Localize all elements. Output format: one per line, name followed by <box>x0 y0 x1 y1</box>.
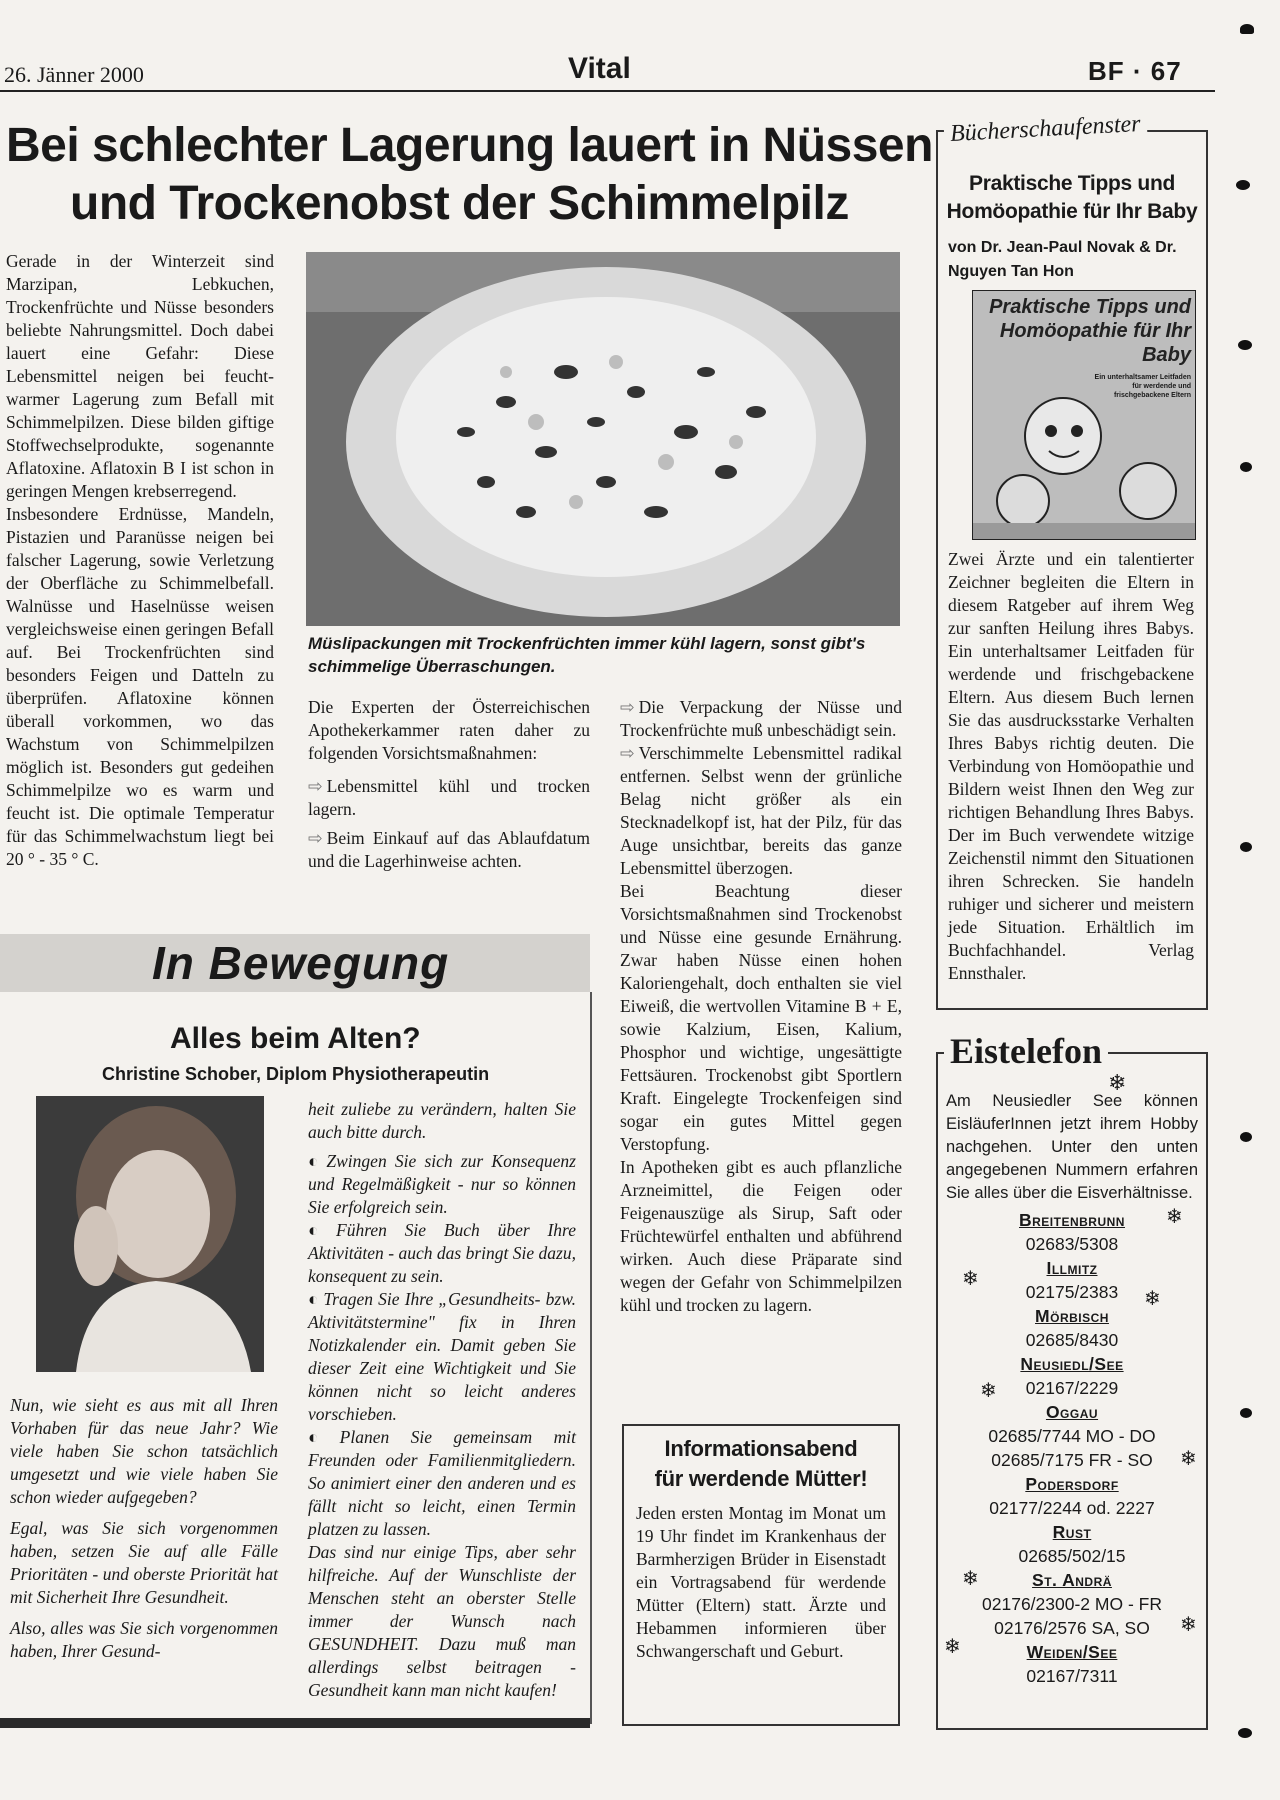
bewegung-banner <box>0 934 590 992</box>
eis-phone: 02685/7175 FR - SO <box>991 1450 1153 1470</box>
binding-mark <box>1240 24 1254 34</box>
article-paragraph: Die Experten der Österreichischen Apothekerkammer raten daher zu folgenden Vorsichtsmaßnahmen: <box>308 697 590 763</box>
eis-place-name: Oggau <box>1045 1402 1099 1422</box>
eis-phone: 02683/5308 <box>1025 1234 1119 1254</box>
bullet-icon: ◐ <box>308 1151 323 1171</box>
arrow-icon: ⇨ <box>620 697 635 717</box>
eis-phone: 02175/2383 <box>1025 1282 1119 1302</box>
snowflake-icon: ❄ <box>962 1568 979 1590</box>
book-cover <box>972 290 1196 540</box>
bullet-icon: ◐ <box>308 1220 332 1240</box>
tip-item: ⇨ Die Verpackung der Nüsse und Trockenfrüchte muß unbeschädigt sein. <box>620 697 902 740</box>
bewegung-author: Christine Schober, Diplom Physiotherapeutin <box>102 1064 490 1084</box>
arrow-icon: ⇨ <box>308 776 323 796</box>
article-column-2 <box>308 696 590 873</box>
eis-phone: 02176/2576 SA, SO <box>994 1618 1150 1638</box>
book-review: Zwei Ärzte und ein talentierter Zeichner begleiten die Eltern in diesem Ratgeber auf ihrem Weg zur sanften Heilung ihres Babys. Ein unterhaltsamer Leitfaden für werdende und frischgebackene Eltern. Aus diesem Buch lernen Sie das ausdrucksstarke Verhalten Ihres Babys richtig deuten. Die Verbindung von Homöopathie und Bildern weist Ihnen den Weg zur richtigen Behandlung Ihres Babys. Der im Buch verwendete witzige Zeichenstil nimmt den Situationen ihren Schrecken. Sie handeln ruhiger und sicherer und meistern jede Situation. Erhältlich im Buchfachhandel. Verlag Ennsthaler. <box>948 549 1194 983</box>
eis-place-name: Podersdorf <box>1025 1474 1119 1494</box>
binding-mark <box>1238 340 1252 350</box>
eis-place-name: Rust <box>1052 1522 1092 1542</box>
eis-phone: 02167/7311 <box>1026 1666 1118 1686</box>
muesli-photo <box>306 252 900 626</box>
info-box <box>622 1424 900 1726</box>
book-cover-subtitle: Ein unterhaltsamer Leitfaden für werdende und frischgebackene Eltern <box>1094 374 1191 399</box>
eis-place-name: St. Andrä <box>1032 1570 1112 1590</box>
tip-item: ⇨ Beim Einkauf auf das Ablaufdatum und die Lagerhinweise achten. <box>308 828 590 871</box>
article-paragraph: Insbesondere Erdnüsse, Mandeln, Pistazien und Paranüsse neigen bei falscher Lagerung, sowie Verletzung der Oberfläche zu Schimmelbefall. Walnüsse und Haselnüsse weisen vergleichsweise einen geringen Befall auf. Bei Trockenfrüchten sind besonders Feigen und Datteln zu überprüfen. Aflatoxine können überall vorkommen, wo das Wachstum von Schimmelpilzen möglich ist. Besonders gut gedeihen Schimmelpilze wo es warm und feucht ist. Die optimale Temperatur für das Schimmelwachstum liegt bei 20 ° - 35 ° C. <box>6 504 274 869</box>
headline-line-2: und Trockenobst der Schimmelpilz <box>70 177 849 230</box>
eis-place-name: Mörbisch <box>1035 1306 1109 1326</box>
eis-phone: 02176/2300-2 MO - FR <box>982 1594 1162 1614</box>
binding-mark <box>1240 1408 1252 1418</box>
eis-title: Eistelefon <box>944 1030 1108 1072</box>
portrait-image <box>36 1096 264 1372</box>
article-paragraph: Gerade in der Winterzeit sind Marzipan, Lebkuchen, Trockenfrüchte und Nüsse besonders beliebte Nahrungsmittel. Doch dabei lauert eine Gefahr: Diese Lebensmittel neigen bei feucht-warmer Lagerung zum Befall mit Schimmelpilzen. Diese bilden giftige Stoffwechselprodukte, sogenannte Aflatoxine. Aflatoxin B I ist schon in geringen Mengen krebserregend. <box>6 251 274 501</box>
article-paragraph: heit zuliebe zu verändern, halten Sie auch bitte durch. <box>308 1099 576 1142</box>
eis-place-name: Weiden/See <box>1026 1642 1118 1662</box>
section-title: Vital <box>568 52 631 85</box>
bewegung-bottom-rule <box>0 1718 590 1728</box>
bullet-item: ◐ Zwingen Sie sich zur Konsequenz und Regelmäßigkeit - nur so können Sie erfolgreich sein. <box>308 1151 576 1217</box>
eis-place-name: Illmitz <box>1046 1258 1098 1278</box>
binding-mark <box>1240 1132 1252 1142</box>
snowflake-icon: ❄ <box>962 1268 979 1290</box>
baby-cartoon-image <box>973 291 1195 539</box>
bullet-icon: ◐ <box>308 1289 320 1309</box>
bewegung-title: Alles beim Alten? <box>170 1022 421 1055</box>
books-label: Bücherschaufenster <box>943 111 1147 149</box>
eis-phone: 02167/2229 <box>1025 1378 1119 1398</box>
article-paragraph: Bei Beachtung dieser Vorsichtsmaßnahmen sind Trockenobst und Nüsse eine gesunde Ernährung. Zwar haben Nüsse einen hohen Kaloriengehalt, doch enthalten sie viel Eiweiß, die wertvollen Vitamine B + E, sowie Kalzium, Eisen, Kalium, Phosphor und wichtige, ungesättigte Fettsäuren. Trockenobst gibt Sportlern Kraft. Eingelegte Trockenfeigen sind sogar ein gutes Mittel gegen Verstopfung. <box>620 881 902 1154</box>
author-portrait <box>36 1096 264 1372</box>
tip-item: ⇨ Lebensmittel kühl und trocken lagern. <box>308 776 590 819</box>
eis-phone: 02685/502/15 <box>1018 1546 1126 1566</box>
book-title: Praktische Tipps und Homöopathie für Ihr Baby <box>946 172 1198 223</box>
info-box-title-1: Informationsabend <box>664 1436 858 1461</box>
snowflake-icon: ❄ <box>944 1636 961 1658</box>
snowflake-icon: ❄ <box>1166 1206 1183 1228</box>
snowflake-icon: ❄ <box>1180 1448 1197 1470</box>
eis-phone: 02685/8430 <box>1025 1330 1119 1350</box>
article-paragraph: Also, alles was Sie sich vorgenommen haben, Ihrer Gesund- <box>10 1618 278 1661</box>
article-paragraph: Das sind nur einige Tips, aber sehr hilfreiche. Auf der Wunschliste der Menschen steht an oberster Stelle immer der Wunsch nach GESUNDHEIT. Dazu muß man allerdings selbst beitragen - Gesundheit kann man nicht kaufen! <box>308 1542 576 1700</box>
eis-place-name: Breitenbrunn <box>1019 1210 1125 1230</box>
book-authors: von Dr. Jean-Paul Novak & Dr. Nguyen Tan Hon <box>948 239 1177 280</box>
snowflake-icon: ❄ <box>1108 1070 1127 1095</box>
issue-date: 26. Jänner 2000 <box>4 62 144 87</box>
binding-mark <box>1236 180 1250 190</box>
header-rule <box>0 90 1215 92</box>
article-column-1 <box>6 250 274 871</box>
eis-list <box>946 1208 1198 1688</box>
binding-mark <box>1240 842 1252 852</box>
snowflake-icon: ❄ <box>980 1380 997 1402</box>
eis-place-name: Neusiedl/See <box>1020 1354 1124 1374</box>
eis-phone: 02177/2244 od. 2227 <box>989 1498 1155 1518</box>
bullet-item: ◐ Führen Sie Buch über Ihre Aktivitäten - auch das bringt Sie dazu, konsequent zu sein. <box>308 1220 576 1286</box>
article-column-3 <box>620 696 902 1317</box>
eis-intro: Am Neusiedler See können EisläuferInnen jetzt ihrem Hobby nachgehen. Unter den unten angegebenen Nummern erfahren Sie alles über die Eisverhältnisse. <box>946 1092 1198 1202</box>
binding-mark <box>1238 1728 1252 1738</box>
bewegung-side-rule <box>590 992 592 1724</box>
book-cover-title: Praktische Tipps und Homöopathie für Ihr Baby <box>989 296 1191 366</box>
tip-item: ⇨ Verschimmelte Lebensmittel radikal entfernen. Selbst wenn der grünliche Belag nicht größer als ein Stecknadelkopf ist, hat der Pilz, für das Auge unsichtbar, bereits das ganze Lebensmittel überzogen. <box>620 743 902 878</box>
photo-caption: Müslipackungen mit Trockenfrüchten immer kühl lagern, sonst gibt's schimmelige Überraschungen. <box>308 634 866 676</box>
arrow-icon: ⇨ <box>620 743 635 763</box>
info-box-body: Jeden ersten Montag im Monat um 19 Uhr findet im Krankenhaus der Barmherzigen Brüder in Eisenstadt ein Vortragsabend für werdende Mütter (Eltern) statt. Ärzte und Hebammen informieren über Schwangerschaft und Geburt. <box>636 1503 886 1661</box>
info-box-title-2: für werdende Mütter! <box>654 1466 868 1491</box>
snowflake-icon: ❄ <box>1144 1288 1161 1310</box>
bullet-item: ◐ Planen Sie gemeinsam mit Freunden oder Familienmitgliedern. So animiert einer den anderen und es fällt nicht so leicht, einen Termin platzen zu lassen. <box>308 1427 576 1539</box>
article-paragraph: Nun, wie sieht es aus mit all Ihren Vorhaben für das neue Jahr? Wie viele haben Sie schon tatsächlich umgesetzt und wie viele haben Sie schon wieder aufgegeben? <box>10 1395 278 1507</box>
bewegung-right-column <box>308 1098 576 1702</box>
snowflake-icon: ❄ <box>1180 1614 1197 1636</box>
bullet-item: ◐ Tragen Sie Ihre „Gesundheits- bzw. Aktivitätstermine" fix in Ihren Notizkalender ein. Damit geben Sie dieser Zeit eine Wichtigkeit und Sie können nicht so leicht anderes vorschieben. <box>308 1289 576 1424</box>
muesli-bowl-image <box>306 252 900 626</box>
bewegung-left-column <box>10 1394 278 1663</box>
article-paragraph: Egal, was Sie sich vorgenommen haben, setzen Sie auf alle Fälle Prioritäten - und oberste Priorität hat mit Sicherheit Ihre Gesundheit. <box>10 1518 278 1607</box>
binding-mark <box>1240 462 1252 472</box>
publication-page: BF · 67 <box>1088 56 1182 86</box>
article-paragraph: In Apotheken gibt es auch pflanzliche Arzneimittel, die Feigen oder Feigenauszüge als Sirup, Saft oder Früchtewürfel enthalten und abführend wirken. Auch diese Präparate sind wegen der Gefahr von Schimmelpilzen kühl und trocken zu lagern. <box>620 1157 902 1315</box>
bewegung-banner-text: In Bewegung <box>152 937 450 989</box>
arrow-icon: ⇨ <box>308 828 323 848</box>
headline-line-1: Bei schlechter Lagerung lauert in Nüssen <box>6 119 933 172</box>
eis-phone: 02685/7744 MO - DO <box>988 1426 1156 1446</box>
bullet-icon: ◐ <box>308 1427 336 1447</box>
